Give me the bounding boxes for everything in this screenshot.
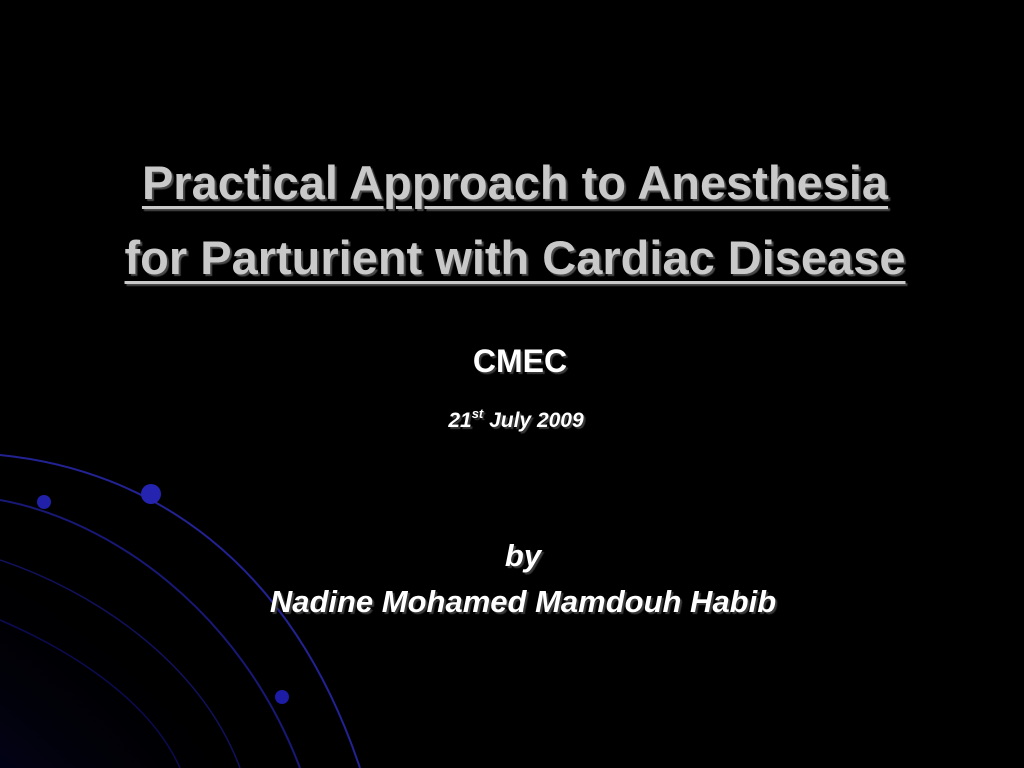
by-label: by: [504, 538, 542, 573]
slide-title: [20, 145, 1010, 295]
decorative-dot: [37, 495, 51, 509]
date-month-year: July 2009: [483, 409, 584, 432]
title-line-1: Practical Approach to Anesthesia: [141, 156, 889, 209]
date-day: 21: [448, 409, 472, 432]
author-name: Nadine Mohamed Mamdouh Habib: [269, 584, 777, 619]
date-ordinal-suffix: st: [471, 406, 484, 421]
decorative-dot: [275, 690, 289, 704]
presentation-date: [0, 398, 1024, 437]
organization-name: CMEC: [472, 343, 568, 379]
decorative-dot: [141, 484, 161, 504]
title-line-2: for Parturient with Cardiac Disease: [124, 231, 906, 284]
